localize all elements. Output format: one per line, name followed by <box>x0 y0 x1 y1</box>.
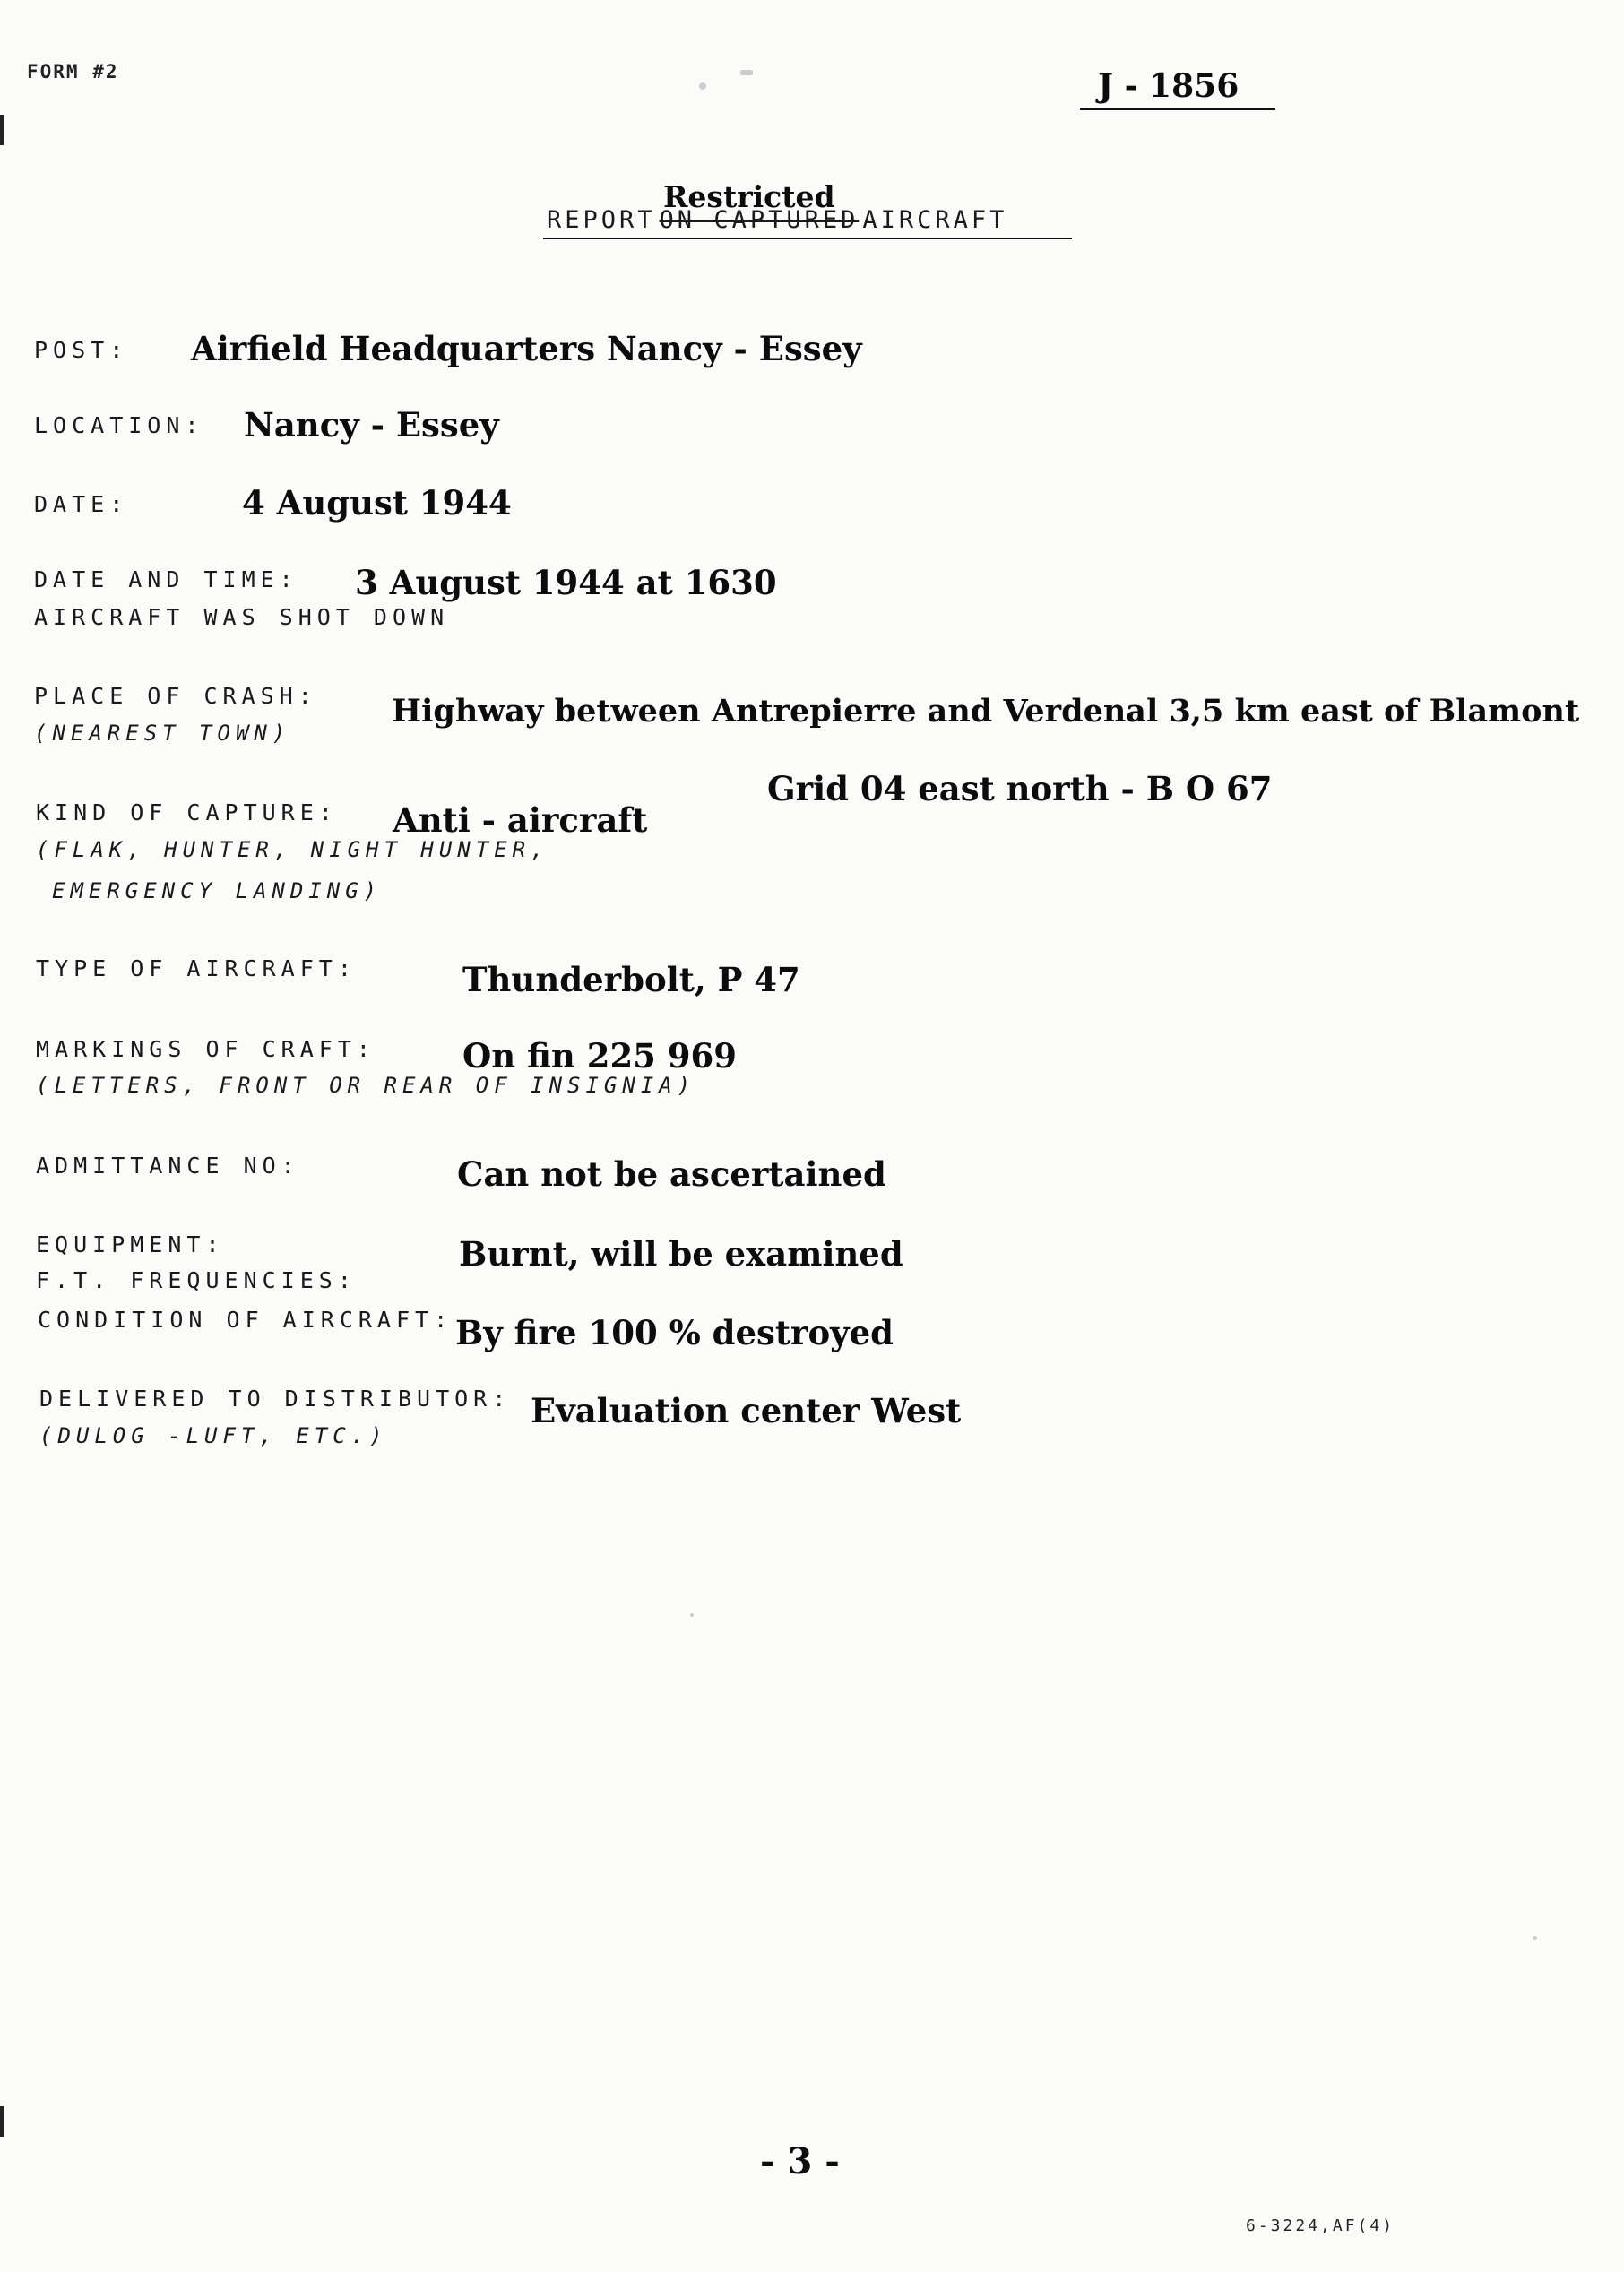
date-value: 4 August 1944 <box>242 483 512 523</box>
report-title <box>547 208 1007 232</box>
admittance-label: ADMITTANCE NO: <box>36 1153 300 1179</box>
place-of-crash-grid: Grid 04 east north - B O 67 <box>767 769 1273 808</box>
markings-sublabel: (LETTERS, FRONT OR REAR OF INSIGNIA) <box>36 1073 696 1098</box>
kind-of-capture-sublabel-2: EMERGENCY LANDING) <box>52 878 383 903</box>
kind-of-capture-value: Anti - aircraft <box>393 800 648 840</box>
shot-down-value: 3 August 1944 at 1630 <box>355 563 777 602</box>
scan-speck <box>690 1613 694 1617</box>
ft-frequencies-label: F.T. FREQUENCIES: <box>36 1267 357 1293</box>
delivered-label: DELIVERED TO DISTRIBUTOR: <box>39 1386 512 1412</box>
scan-speck <box>699 82 706 90</box>
type-of-aircraft-label: TYPE OF AIRCRAFT: <box>36 955 357 981</box>
shot-down-label: DATE AND TIME: <box>34 566 298 592</box>
equipment-value: Burnt, will be examined <box>459 1234 903 1274</box>
title-underline <box>543 238 1072 239</box>
post-label: POST: <box>34 337 129 363</box>
title-aircraft-word: AIRCRAFT <box>862 206 1008 234</box>
title-report-word: REPORT <box>547 206 656 234</box>
place-of-crash-label: PLACE OF CRASH: <box>34 683 317 709</box>
scan-speck <box>740 70 753 75</box>
delivered-sublabel: (DULOG -LUFT, ETC.) <box>39 1423 388 1448</box>
equipment-label: EQUIPMENT: <box>36 1231 225 1257</box>
condition-label: CONDITION OF AIRCRAFT: <box>38 1307 454 1333</box>
markings-label: MARKINGS OF CRAFT: <box>36 1036 376 1062</box>
scan-speck <box>1533 1936 1537 1940</box>
condition-value: By fire 100 % destroyed <box>455 1313 894 1352</box>
file-reference-underline <box>1080 108 1275 110</box>
form-number-label: FORM #2 <box>27 61 119 82</box>
delivered-value: Evaluation center West <box>531 1391 962 1430</box>
location-label: LOCATION: <box>34 412 204 438</box>
shot-down-sublabel: AIRCRAFT WAS SHOT DOWN <box>34 604 450 630</box>
page-number: - 3 - <box>760 2140 840 2182</box>
kind-of-capture-sublabel: (FLAK, HUNTER, NIGHT HUNTER, <box>36 837 549 862</box>
admittance-value: Can not be ascertained <box>457 1154 886 1194</box>
form-code: 6-3224,AF(4) <box>1246 2216 1395 2235</box>
scan-edge-mark <box>0 2106 4 2137</box>
date-label: DATE: <box>34 491 129 517</box>
type-of-aircraft-value: Thunderbolt, P 47 <box>462 960 800 999</box>
post-value: Airfield Headquarters Nancy - Essey <box>191 329 862 368</box>
place-of-crash-sublabel: (NEAREST TOWN) <box>34 721 291 746</box>
file-reference-number: J - 1856 <box>1098 67 1240 105</box>
markings-value: On fin 225 969 <box>462 1036 738 1076</box>
scan-edge-mark <box>0 115 4 145</box>
place-of-crash-value: Highway between Antrepierre and Verdenal 3,5 km east of Blamont <box>392 693 1580 730</box>
classification-stamp: Restricted <box>663 179 835 214</box>
location-value: Nancy - Essey <box>244 405 499 445</box>
title-struck-words: ON CAPTURED <box>659 206 860 234</box>
kind-of-capture-label: KIND OF CAPTURE: <box>36 799 338 825</box>
